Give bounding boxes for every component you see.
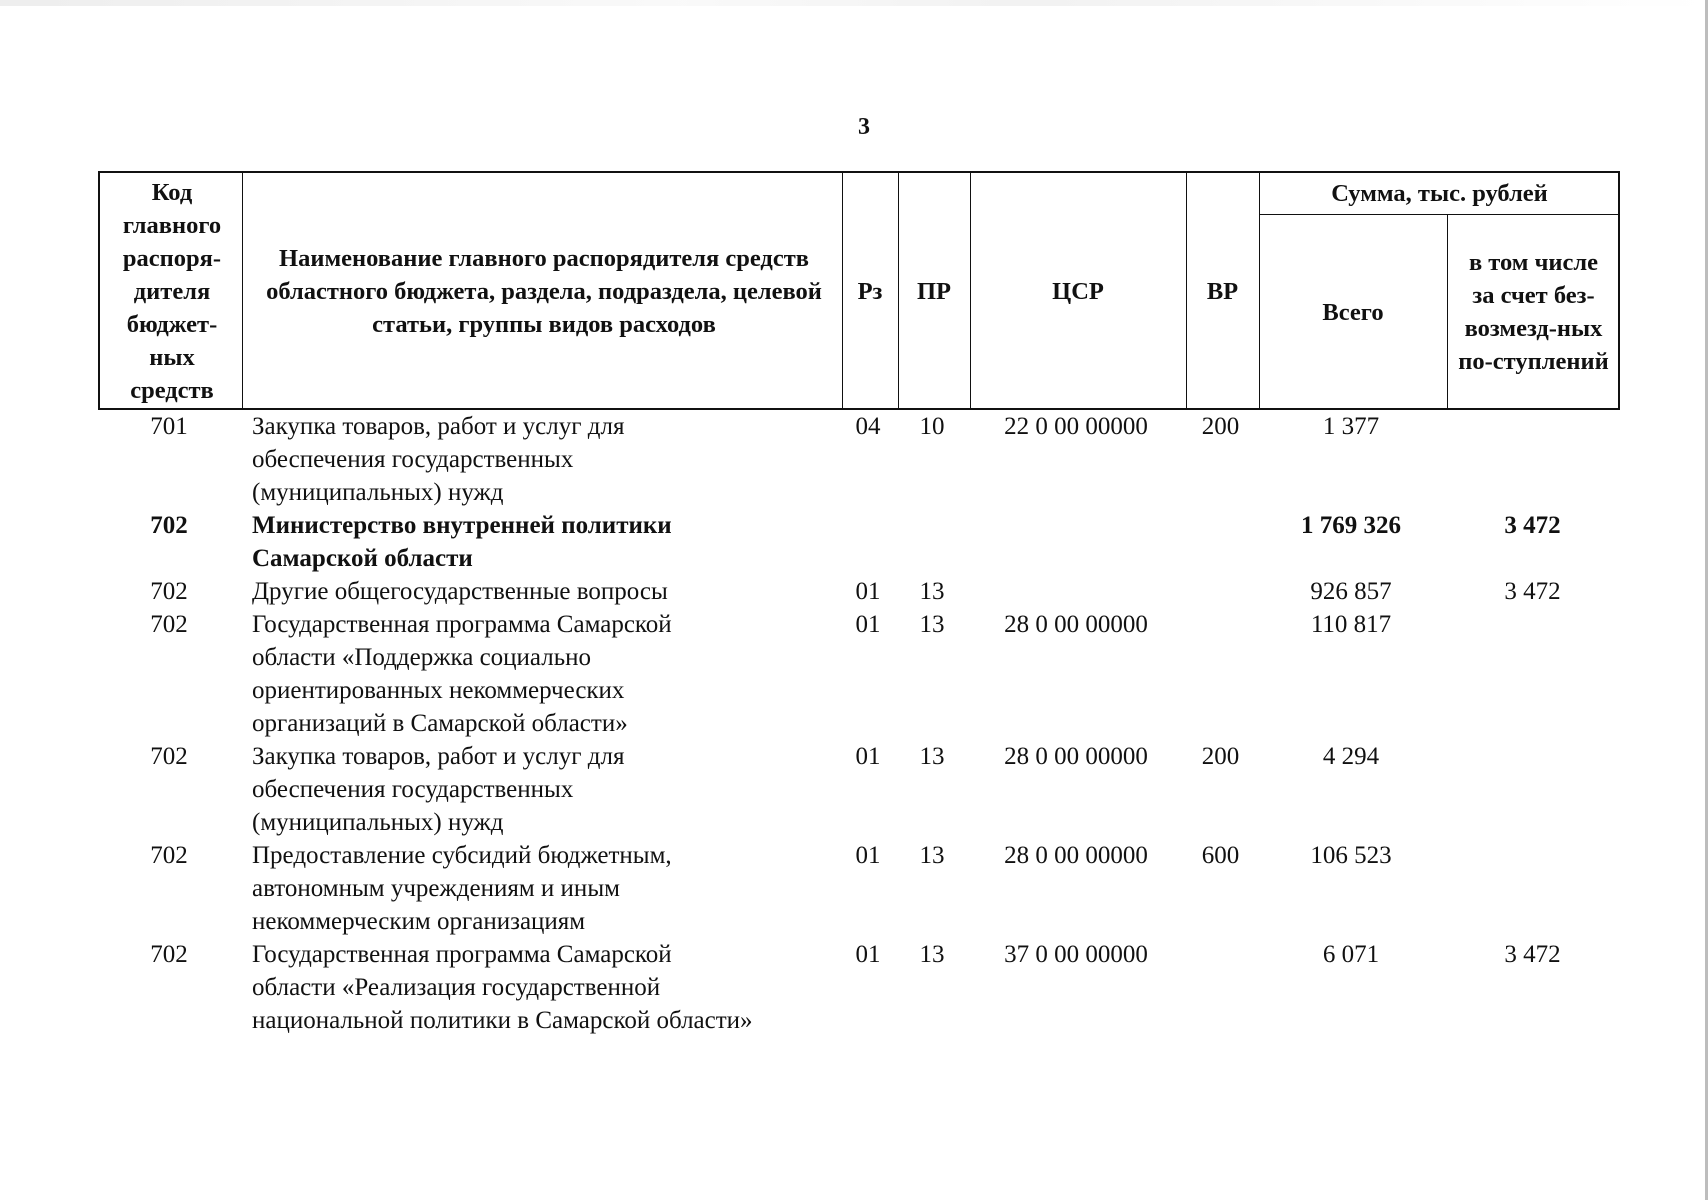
cell-name: [252, 608, 852, 740]
cell-pr: 13: [919, 578, 945, 605]
cell-code: 702: [150, 578, 188, 605]
cell-csr: 37 0 00 00000: [1004, 941, 1148, 968]
cell-name-line: автономным учреждениям и иным: [252, 875, 620, 902]
header-rz: Рз: [857, 278, 883, 305]
cell-pr: 13: [919, 941, 945, 968]
cell-total: 1 377: [1322, 413, 1380, 440]
cell-vr: 600: [1201, 842, 1240, 869]
cell-pr: 10: [919, 413, 945, 440]
cell-csr: 28 0 00 00000: [1004, 743, 1148, 770]
cell-total: 926 857: [1310, 578, 1392, 605]
cell-name-line: Закупка товаров, работ и услуг для: [252, 743, 625, 770]
cell-free: 3 472: [1504, 941, 1561, 968]
table-header: [98, 171, 1620, 410]
header-vr: ВР: [1206, 278, 1239, 305]
cell-name: [252, 740, 852, 839]
scan-edge-top: [0, 0, 1708, 6]
cell-name-line: Государственная программа Самарской: [252, 941, 672, 968]
cell-name-line: Государственная программа Самарской: [252, 611, 672, 638]
cell-csr: 22 0 00 00000: [1004, 413, 1148, 440]
table-row: [98, 938, 1620, 1037]
cell-rz: 01: [855, 578, 881, 605]
cell-total: 1 769 326: [1301, 512, 1401, 539]
cell-code: 702: [150, 611, 188, 638]
cell-code: 702: [150, 512, 188, 539]
cell-rz: 01: [855, 941, 881, 968]
cell-name-line: обеспечения государственных: [252, 446, 574, 473]
cell-name-line: организаций в Самарской области»: [252, 710, 628, 737]
cell-name-line: Предоставление субсидий бюджетным,: [252, 842, 672, 869]
header-free: в том числе за счет без-возмезд-ных по-ступлений: [1458, 249, 1609, 375]
table-row: [98, 740, 1620, 839]
cell-code: 701: [150, 413, 188, 440]
cell-csr: 28 0 00 00000: [1004, 842, 1148, 869]
cell-free: 3 472: [1504, 578, 1561, 605]
table-row: [98, 839, 1620, 938]
cell-rz: 01: [855, 842, 881, 869]
table-row: [98, 575, 1620, 608]
cell-rz: 04: [855, 413, 881, 440]
cell-pr: 13: [919, 842, 945, 869]
cell-name-line: (муниципальных) нужд: [252, 479, 504, 506]
cell-code: 702: [150, 743, 188, 770]
cell-total: 106 523: [1310, 842, 1392, 869]
cell-name-line: Самарской области: [252, 545, 473, 572]
cell-total: 110 817: [1310, 611, 1392, 638]
cell-name-line: области «Поддержка социально: [252, 644, 592, 671]
cell-name: [252, 938, 852, 1037]
cell-free: 3 472: [1504, 512, 1561, 539]
header-name: Наименование главного распорядителя средств областного бюджета, раздела, подраздела, целевой статьи, группы видов расходов: [266, 245, 822, 338]
cell-name: [252, 509, 852, 575]
cell-name-line: Другие общегосударственные вопросы: [252, 578, 668, 605]
table-row: [98, 410, 1620, 509]
cell-name-line: обеспечения государственных: [252, 776, 574, 803]
table-body: [98, 410, 1620, 1037]
cell-name-line: Министерство внутренней политики: [252, 512, 672, 539]
cell-name-line: Закупка товаров, работ и услуг для: [252, 413, 625, 440]
page-number: 3: [858, 114, 870, 140]
header-pr: ПР: [916, 278, 952, 305]
table-row: [98, 509, 1620, 575]
header-csr: ЦСР: [1052, 278, 1104, 305]
cell-name-line: области «Реализация государственной: [252, 974, 661, 1001]
header-divider: [242, 173, 243, 408]
cell-name-line: (муниципальных) нужд: [252, 809, 504, 836]
cell-name: [252, 575, 852, 608]
cell-csr: 28 0 00 00000: [1004, 611, 1148, 638]
cell-pr: 13: [919, 611, 945, 638]
cell-name-line: некоммерческим организациям: [252, 908, 586, 935]
header-sum: Сумма, тыс. рублей: [1331, 180, 1548, 207]
cell-name: [252, 839, 852, 938]
cell-name: [252, 410, 852, 509]
header-code: Код главного распоря-дителя бюджет-ных средств: [122, 179, 222, 404]
cell-vr: 200: [1201, 413, 1240, 440]
cell-name-line: национальной политики в Самарской области»: [252, 1007, 753, 1034]
cell-total: 4 294: [1322, 743, 1380, 770]
cell-name-line: ориентированных некоммерческих: [252, 677, 625, 704]
cell-code: 702: [150, 941, 188, 968]
cell-rz: 01: [855, 743, 881, 770]
cell-rz: 01: [855, 611, 881, 638]
table-row: [98, 608, 1620, 740]
cell-vr: 200: [1201, 743, 1240, 770]
cell-pr: 13: [919, 743, 945, 770]
cell-code: 702: [150, 842, 188, 869]
cell-total: 6 071: [1322, 941, 1380, 968]
header-total: Всего: [1322, 298, 1384, 326]
